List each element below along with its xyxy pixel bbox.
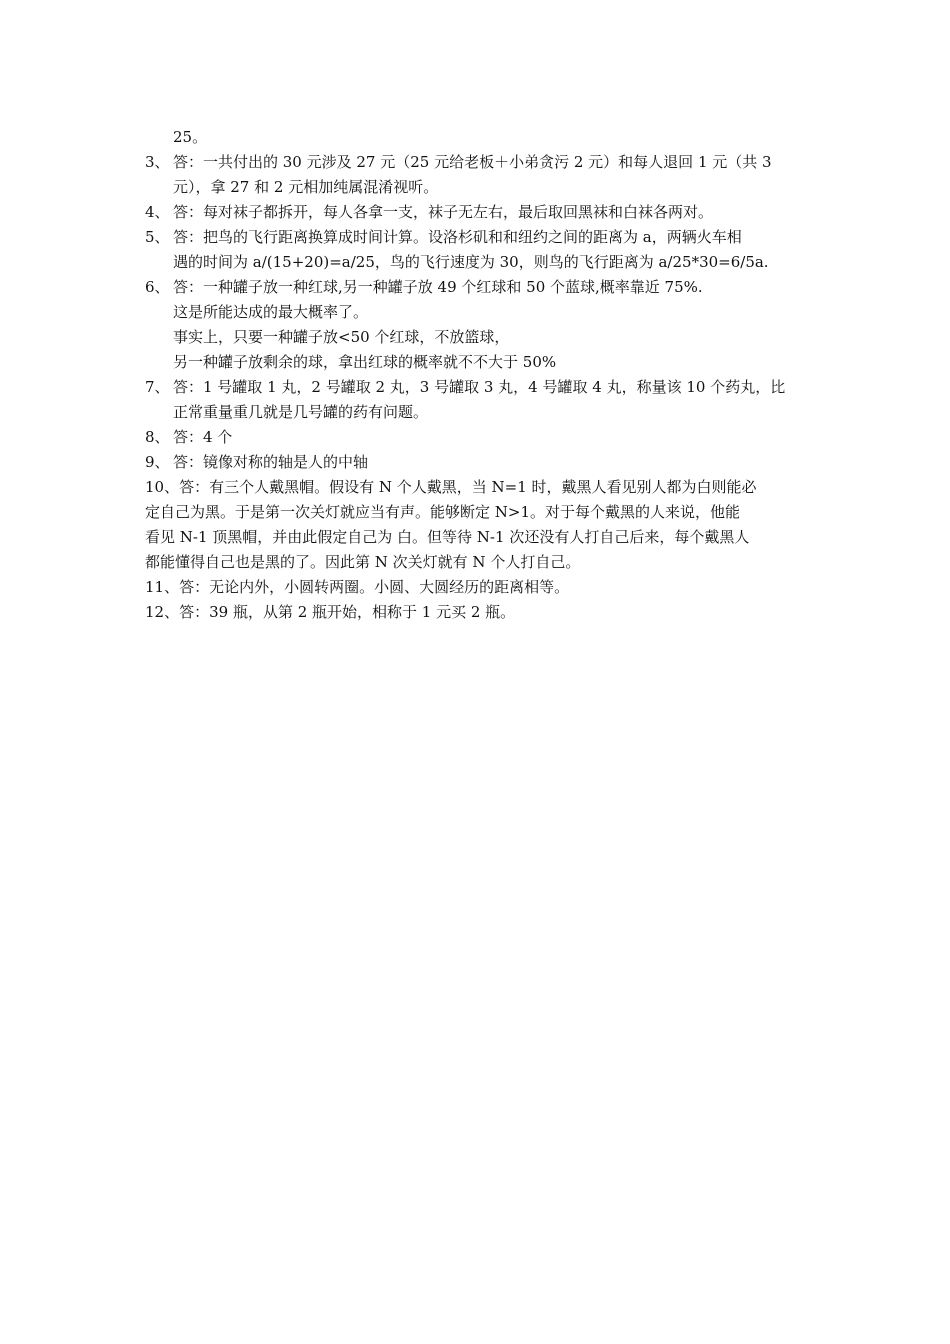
answer-item-8 — [145, 425, 810, 450]
answer-line: 12、答：39 瓶，从第 2 瓶开始，相称于 1 元买 2 瓶。 — [145, 603, 516, 621]
answer-line: 答：把鸟的飞行距离换算成时间计算。设洛杉矶和和纽约之间的距离为 a，两辆火车相 — [173, 228, 742, 246]
answer-line: 答：一种罐子放一种红球,另一种罐子放 49 个红球和 50 个蓝球,概率靠近 75%. — [173, 278, 703, 296]
answer-line: 定自己为黑。于是第一次关灯就应当有声。能够断定 N>1。对于每个戴黑的人来说，他能 — [145, 503, 741, 521]
answer-item-3 — [145, 150, 810, 200]
answer-item-5 — [145, 225, 810, 275]
answer-item-11 — [145, 575, 810, 600]
answer-line: 10、答：有三个人戴黑帽。假设有 N 个人戴黑，当 N=1 时，戴黑人看见别人都为白则能必 — [145, 478, 757, 496]
item-number: 8、 — [145, 428, 170, 446]
answer-list — [145, 125, 810, 625]
answer-line: 正常重量重几就是几号罐的药有问题。 — [173, 403, 429, 421]
answer-line: 看见 N-1 顶黑帽，并由此假定自己为 白。但等待 N-1 次还没有人打自己后来，每个戴黑人 — [145, 528, 750, 546]
answer-item-4 — [145, 200, 810, 225]
answer-item-10 — [145, 475, 810, 575]
answer-line: 另一种罐子放剩余的球，拿出红球的概率就不不大于 50% — [173, 353, 557, 371]
answer-item-9 — [145, 450, 810, 475]
item-number: 9、 — [145, 453, 170, 471]
answer-line: 答：1 号罐取 1 丸，2 号罐取 2 丸，3 号罐取 3 丸，4 号罐取 4 丸，称量该 10 个药丸，比 — [173, 378, 786, 396]
answer-line: 遇的时间为 a/(15+20)=a/25，鸟的飞行速度为 30，则鸟的飞行距离为 a/25*30=6/5a. — [173, 253, 769, 271]
answer-line: 事实上，只要一种罐子放<50 个红球，不放篮球， — [173, 328, 510, 346]
answer-line: 答：每对袜子都拆开，每人各拿一支，袜子无左右，最后取回黑袜和白袜各两对。 — [173, 203, 714, 221]
lead-line — [145, 125, 810, 150]
answer-line: 答：一共付出的 30 元涉及 27 元（25 元给老板＋小弟贪污 2 元）和每人退回 1 元（共 3 — [173, 153, 772, 171]
item-number: 5、 — [145, 228, 170, 246]
item-number: 6、 — [145, 278, 170, 296]
lead-line-text: 25。 — [173, 128, 208, 146]
answer-item-7 — [145, 375, 810, 425]
answer-item-12 — [145, 600, 810, 625]
answer-line: 答：4 个 — [173, 428, 233, 446]
answer-line: 答：镜像对称的轴是人的中轴 — [173, 453, 369, 471]
item-number: 4、 — [145, 203, 170, 221]
answer-item-6 — [145, 275, 810, 375]
answer-line: 都能懂得自己也是黑的了。因此第 N 次关灯就有 N 个人打自己。 — [145, 553, 581, 571]
item-number: 7、 — [145, 378, 170, 396]
item-number: 3、 — [145, 153, 170, 171]
answer-line: 11、答：无论内外，小圆转两圈。小圆、大圆经历的距离相等。 — [145, 578, 570, 596]
answer-line: 元），拿 27 和 2 元相加纯属混淆视听。 — [173, 178, 439, 196]
answer-line: 这是所能达成的最大概率了。 — [173, 303, 369, 321]
